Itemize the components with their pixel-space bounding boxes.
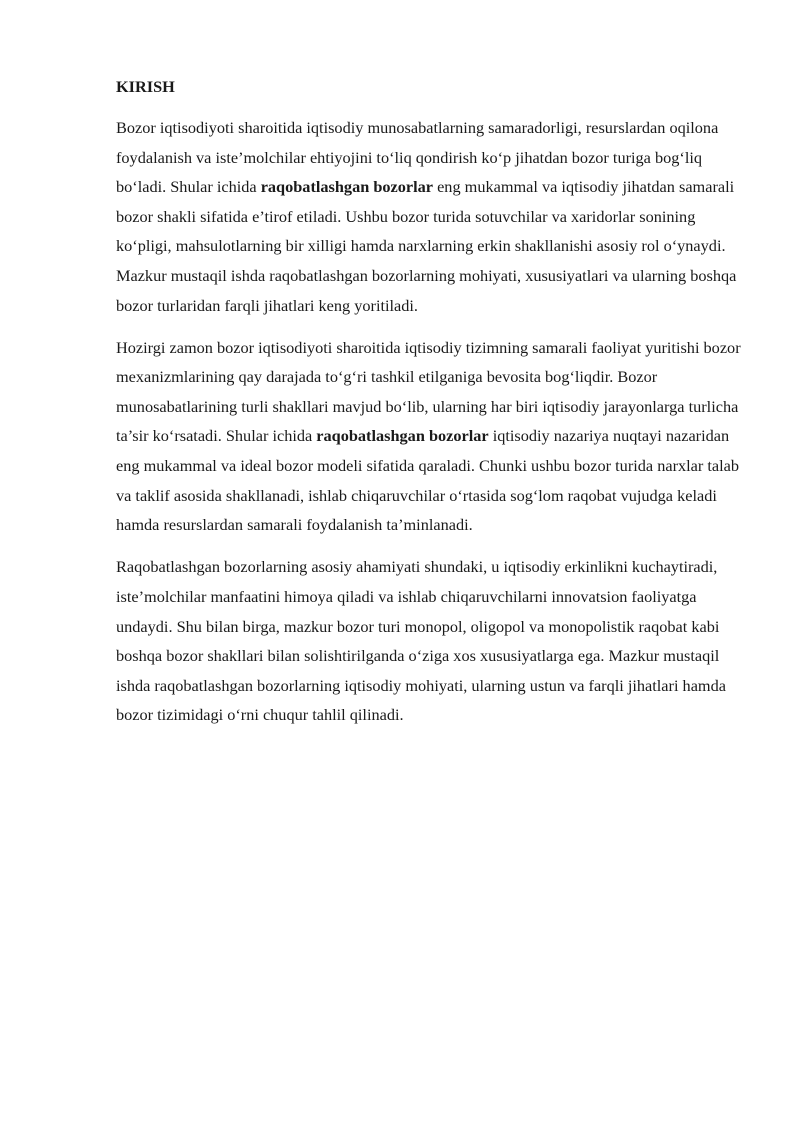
section-heading: KIRISH <box>116 77 175 96</box>
document-body <box>116 74 744 742</box>
paragraph-2-bold-term: raqobatlashgan bozorlar <box>316 426 489 446</box>
paragraph-2-text-start: Hozirgi zamon bozor iqtisodiyoti sharoitida iqtisodiy tizimning samarali faoliyat yuritishi bozor mexanizmlarining qay darajada to‘g‘ri tashkil etilganiga bevosita bog‘liqdir. Bozor munosabatlarining turli shakllari mavjud bo‘lib, ularning har biri iqtisodiy jarayonlarga turlicha ta’sir ko‘rsatadi. Shular ichida <box>116 337 741 446</box>
paragraph-2 <box>116 333 744 540</box>
paragraph-1-text-start: Bozor iqtisodiyoti sharoitida iqtisodiy munosabatlarning samaradorligi, resurslardan oqilona foydalanish va iste’molchilar ehtiyojini to‘liq qondirish ko‘p jihatdan bozor turiga bog‘liq bo‘ladi. Shular ichida <box>116 118 719 197</box>
paragraph-3 <box>116 552 744 730</box>
paragraph-1-bold-term: raqobatlashgan bozorlar <box>260 177 434 197</box>
paragraph-3-text: Raqobatlashgan bozorlarning asosiy ahamiyati shundaki, u iqtisodiy erkinlikni kuchaytiradi, iste’molchilar manfaatini himoya qiladi va ishlab chiqaruvchilarni innovatsion faoliyatga undaydi. Shu bilan birga, mazkur bozor turi monopol, oligopol va monopolistik raqobat kabi boshqa bozor shakllari bilan solishtirilganda o‘ziga xos xususiyatlarga ega. Mazkur mustaqil ishda raqobatlashgan bozorlarning iqtisodiy mohiyati, ularning ustun va farqli jihatlari hamda bozor tizimidagi o‘rni chuqur tahlil qilinadi. <box>116 557 726 725</box>
paragraph-1-text-end: eng mukammal va iqtisodiy jihatdan samarali bozor shakli sifatida e’tirof etiladi. Ushbu bozor turida sotuvchilar va xaridorlar sonining ko‘pligi, mahsulotlarning bir xilligi hamda narxlarning erkin shakllanishi asosiy rol o‘ynaydi. Mazkur mustaqil ishda raqobatlashgan bozorlarning mohiyati, xususiyatlari va ularning boshqa bozor turlaridan farqli jihatlari keng yoritiladi. <box>116 177 737 315</box>
paragraph-2-text-end: iqtisodiy nazariya nuqtayi nazaridan eng mukammal va ideal bozor modeli sifatida qaraladi. Chunki ushbu bozor turida narxlar talab va taklif asosida shakllanadi, ishlab chiqaruvchilar o‘rtasida sog‘lom raqobat vujudga keladi hamda resurslardan samarali foydalanish ta’minlanadi. <box>116 426 740 535</box>
paragraph-1 <box>116 113 744 320</box>
